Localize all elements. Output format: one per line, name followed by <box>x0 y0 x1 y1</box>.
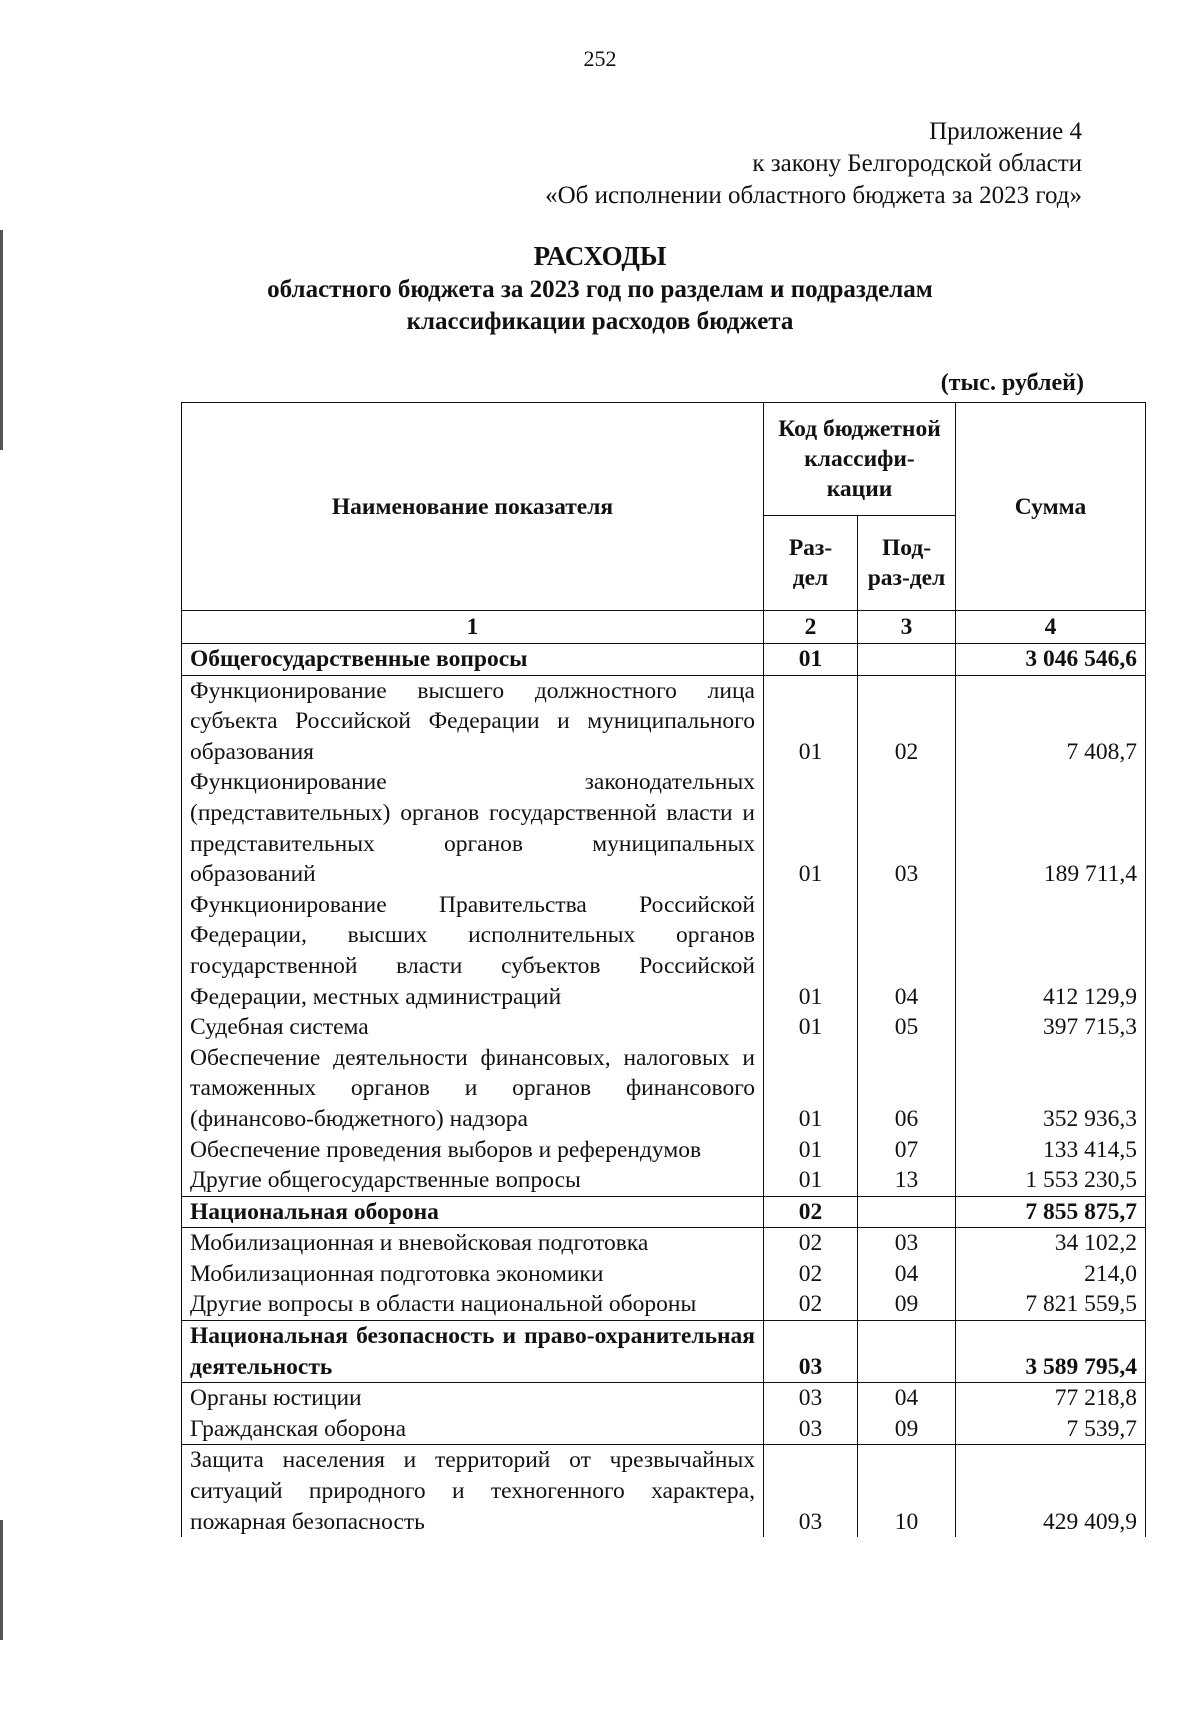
row-name: Защита населения и территорий от чрезвычайных ситуаций природного и техногенного характера, пожарная безопасность <box>182 1445 764 1537</box>
row-podrazdel: 09 <box>858 1289 956 1320</box>
row-sum: 3 589 795,4 <box>956 1321 1146 1383</box>
row-razdel: 01 <box>764 1165 858 1196</box>
table-row <box>182 890 1146 1012</box>
row-razdel: 01 <box>764 644 858 676</box>
row-podrazdel <box>858 1196 956 1228</box>
row-name: Гражданская оборона <box>182 1414 764 1445</box>
row-razdel: 02 <box>764 1259 858 1290</box>
row-sum: 352 936,3 <box>956 1043 1146 1135</box>
row-razdel: 03 <box>764 1321 858 1383</box>
table-row <box>182 767 1146 889</box>
row-razdel: 03 <box>764 1414 858 1445</box>
header-sum: Сумма <box>956 403 1146 611</box>
col-number-2: 2 <box>764 611 858 644</box>
row-podrazdel: 06 <box>858 1043 956 1135</box>
header-razdel: Раз-дел <box>764 516 858 611</box>
table-header <box>182 403 1146 644</box>
table-row <box>182 1165 1146 1196</box>
table-section-row <box>182 644 1146 676</box>
row-razdel: 02 <box>764 1289 858 1320</box>
row-sum: 7 855 875,7 <box>956 1196 1146 1228</box>
row-podrazdel <box>858 644 956 676</box>
header-name: Наименование показателя <box>182 403 764 611</box>
row-name: Другие вопросы в области национальной обороны <box>182 1289 764 1320</box>
annex-reference <box>462 116 1082 212</box>
row-sum: 429 409,9 <box>956 1445 1146 1537</box>
row-podrazdel: 03 <box>858 767 956 889</box>
row-name: Органы юстиции <box>182 1383 764 1414</box>
table-row <box>182 1259 1146 1290</box>
document-title <box>0 238 1200 338</box>
header-podrazdel: Под-раз-дел <box>858 516 956 611</box>
row-razdel: 01 <box>764 675 858 767</box>
row-sum: 77 218,8 <box>956 1383 1146 1414</box>
row-name: Функционирование Правительства Российской Федерации, высших исполнительных органов государственной власти субъектов Российской Федерации, местных администраций <box>182 890 764 1012</box>
table-row <box>182 1043 1146 1135</box>
row-podrazdel: 04 <box>858 1259 956 1290</box>
row-sum: 214,0 <box>956 1259 1146 1290</box>
row-sum: 34 102,2 <box>956 1228 1146 1259</box>
row-razdel: 02 <box>764 1196 858 1228</box>
table-row <box>182 1383 1146 1414</box>
row-name: Общегосударственные вопросы <box>182 644 764 676</box>
annex-line-1: Приложение 4 <box>929 118 1082 145</box>
annex-line-3: «Об исполнении областного бюджета за 2023 год» <box>545 182 1082 209</box>
row-sum: 7 821 559,5 <box>956 1289 1146 1320</box>
row-name: Другие общегосударственные вопросы <box>182 1165 764 1196</box>
row-sum: 189 711,4 <box>956 767 1146 889</box>
row-podrazdel: 05 <box>858 1012 956 1043</box>
col-number-1: 1 <box>182 611 764 644</box>
row-name: Функционирование высшего должностного лица субъекта Российской Федерации и муниципального образования <box>182 675 764 767</box>
row-name: Функционирование законодательных (представительных) органов государственной власти и представительных органов муниципальных образований <box>182 767 764 889</box>
row-razdel: 03 <box>764 1445 858 1537</box>
table-row <box>182 675 1146 767</box>
row-sum: 397 715,3 <box>956 1012 1146 1043</box>
row-name: Национальная оборона <box>182 1196 764 1228</box>
page-number: 252 <box>583 46 617 71</box>
row-razdel: 01 <box>764 1012 858 1043</box>
scan-edge-mark <box>0 1520 3 1640</box>
row-razdel: 01 <box>764 890 858 1012</box>
header-code-group: Код бюджетной классифи-кации <box>764 403 956 516</box>
row-podrazdel: 10 <box>858 1445 956 1537</box>
col-number-4: 4 <box>956 611 1146 644</box>
row-razdel: 03 <box>764 1383 858 1414</box>
row-podrazdel: 13 <box>858 1165 956 1196</box>
row-podrazdel: 07 <box>858 1135 956 1166</box>
title-line-3: классификации расходов бюджета <box>406 308 794 335</box>
row-razdel: 01 <box>764 767 858 889</box>
row-name: Мобилизационная подготовка экономики <box>182 1259 764 1290</box>
row-podrazdel: 02 <box>858 675 956 767</box>
col-number-3: 3 <box>858 611 956 644</box>
row-sum: 1 553 230,5 <box>956 1165 1146 1196</box>
expenditure-table <box>181 402 1146 1537</box>
row-name: Мобилизационная и вневойсковая подготовка <box>182 1228 764 1259</box>
row-razdel: 01 <box>764 1043 858 1135</box>
row-sum: 7 408,7 <box>956 675 1146 767</box>
table-row <box>182 1445 1146 1537</box>
row-name: Обеспечение проведения выборов и референдумов <box>182 1135 764 1166</box>
row-sum: 7 539,7 <box>956 1414 1146 1445</box>
table-section-row <box>182 1321 1146 1383</box>
row-sum: 3 046 546,6 <box>956 644 1146 676</box>
row-podrazdel: 04 <box>858 1383 956 1414</box>
row-name: Национальная безопасность и право-охранительная деятельность <box>182 1321 764 1383</box>
annex-line-2: к закону Белгородской области <box>752 150 1082 177</box>
table-section-row <box>182 1196 1146 1228</box>
row-podrazdel: 04 <box>858 890 956 1012</box>
table-row <box>182 1289 1146 1320</box>
units-label: (тыс. рублей) <box>940 370 1084 396</box>
table-row <box>182 1414 1146 1445</box>
row-podrazdel: 03 <box>858 1228 956 1259</box>
row-razdel: 01 <box>764 1135 858 1166</box>
table-row <box>182 1012 1146 1043</box>
row-podrazdel: 09 <box>858 1414 956 1445</box>
title-line-2: областного бюджета за 2023 год по разделам и подразделам <box>267 276 933 303</box>
expenditure-table-wrapper <box>181 402 1145 1537</box>
table-row <box>182 1135 1146 1166</box>
row-sum: 133 414,5 <box>956 1135 1146 1166</box>
title-main: РАСХОДЫ <box>533 241 667 271</box>
table-row <box>182 1228 1146 1259</box>
row-razdel: 02 <box>764 1228 858 1259</box>
row-podrazdel <box>858 1321 956 1383</box>
row-name: Судебная система <box>182 1012 764 1043</box>
row-name: Обеспечение деятельности финансовых, налоговых и таможенных органов и органов финансового (финансово-бюджетного) надзора <box>182 1043 764 1135</box>
table-body <box>182 644 1146 1538</box>
row-sum: 412 129,9 <box>956 890 1146 1012</box>
